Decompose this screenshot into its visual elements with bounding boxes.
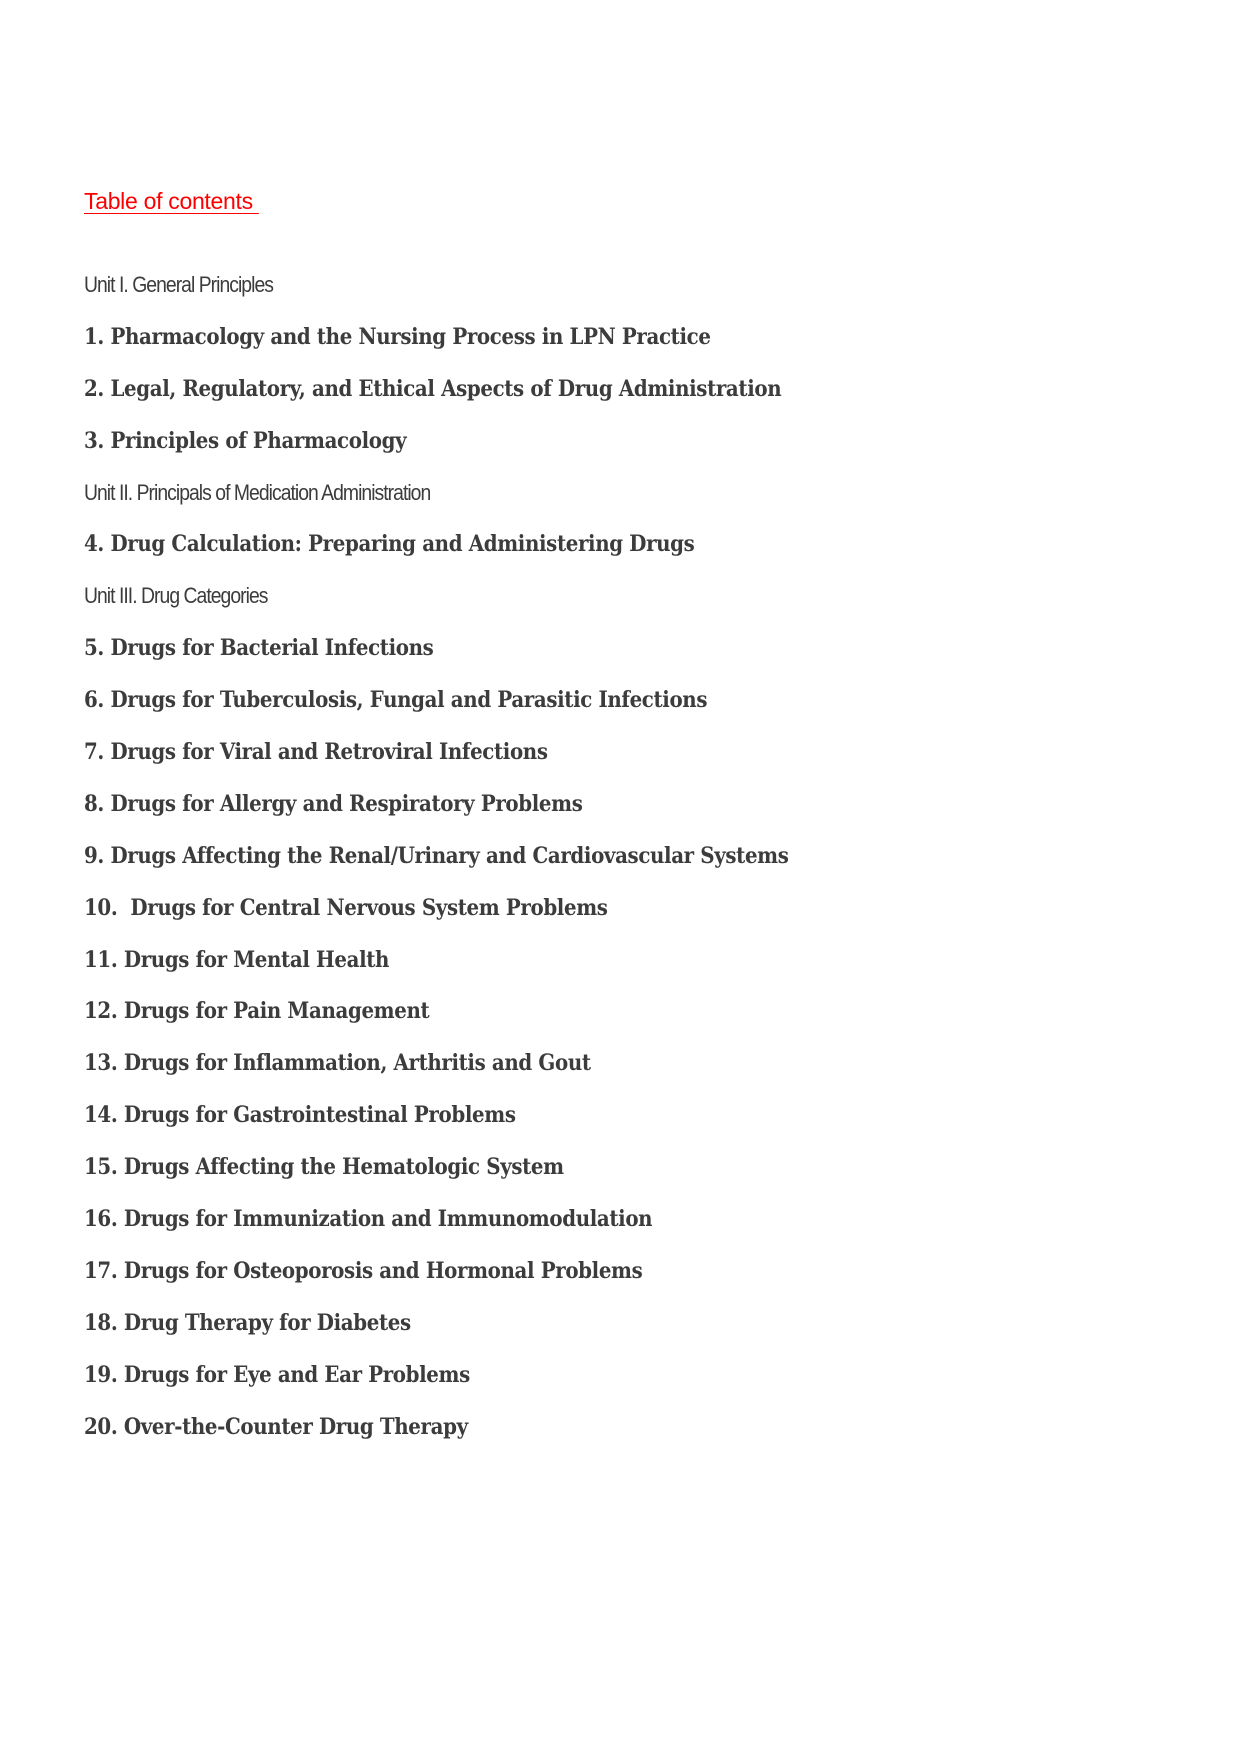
toc-entry-chapter-2[interactable] xyxy=(84,372,867,424)
toc-entry-chapter-4[interactable] xyxy=(84,527,867,579)
toc-entry-unit-1[interactable] xyxy=(84,268,867,320)
toc-entry-chapter-6[interactable] xyxy=(84,683,867,735)
toc-entry-chapter-8[interactable] xyxy=(84,787,867,839)
chapter-title: 11. Drugs for Mental Health xyxy=(84,946,390,973)
chapter-title: 14. Drugs for Gastrointestinal Problems xyxy=(84,1102,516,1129)
toc-entry-chapter-1[interactable] xyxy=(84,320,867,372)
chapter-title: 18. Drug Therapy for Diabetes xyxy=(84,1309,411,1336)
toc-entry-unit-3[interactable] xyxy=(84,579,867,631)
toc-entry-chapter-7[interactable] xyxy=(84,735,867,787)
toc-entry-chapter-13[interactable] xyxy=(84,1046,867,1098)
toc-list xyxy=(84,268,867,1461)
chapter-title: 2. Legal, Regulatory, and Ethical Aspects of Drug Administration xyxy=(84,375,782,402)
chapter-title: 12. Drugs for Pain Management xyxy=(84,998,430,1025)
unit-heading: Unit I. General Principles xyxy=(84,272,273,297)
toc-entry-unit-2[interactable] xyxy=(84,476,867,528)
unit-heading: Unit II. Principals of Medication Administration xyxy=(84,479,431,505)
unit-heading: Unit III. Drug Categories xyxy=(84,583,268,609)
chapter-title: 19. Drugs for Eye and Ear Problems xyxy=(84,1361,470,1388)
chapter-title: 7. Drugs for Viral and Retroviral Infections xyxy=(84,739,548,766)
chapter-title: 6. Drugs for Tuberculosis, Fungal and Parasitic Infections xyxy=(84,687,708,714)
chapter-title: 5. Drugs for Bacterial Infections xyxy=(84,635,434,662)
toc-entry-chapter-14[interactable] xyxy=(84,1098,867,1150)
chapter-title: 16. Drugs for Immunization and Immunomodulation xyxy=(84,1206,653,1233)
toc-entry-chapter-15[interactable] xyxy=(84,1150,867,1202)
chapter-title: 3. Principles of Pharmacology xyxy=(84,427,407,454)
chapter-title: 4. Drug Calculation: Preparing and Administering Drugs xyxy=(84,531,695,558)
chapter-title: 15. Drugs Affecting the Hematologic System xyxy=(84,1154,564,1181)
toc-entry-chapter-5[interactable] xyxy=(84,631,867,683)
toc-entry-chapter-18[interactable] xyxy=(84,1306,867,1358)
toc-title[interactable]: Table of contents xyxy=(84,188,259,214)
chapter-title: 17. Drugs for Osteoporosis and Hormonal Problems xyxy=(84,1257,643,1284)
chapter-title: 9. Drugs Affecting the Renal/Urinary and Cardiovascular Systems xyxy=(84,842,789,869)
chapter-title: 10. Drugs for Central Nervous System Problems xyxy=(84,894,608,921)
chapter-title: 13. Drugs for Inflammation, Arthritis and Gout xyxy=(84,1050,591,1077)
toc-entry-chapter-12[interactable] xyxy=(84,994,867,1046)
chapter-title: 1. Pharmacology and the Nursing Process in LPN Practice xyxy=(84,323,711,350)
chapter-title: 8. Drugs for Allergy and Respiratory Problems xyxy=(84,790,583,817)
toc-entry-chapter-17[interactable] xyxy=(84,1254,867,1306)
toc-entry-chapter-3[interactable] xyxy=(84,424,867,476)
toc-entry-chapter-11[interactable] xyxy=(84,943,867,995)
toc-entry-chapter-19[interactable] xyxy=(84,1358,867,1410)
chapter-title: 20. Over-the-Counter Drug Therapy xyxy=(84,1413,468,1440)
toc-entry-chapter-20[interactable] xyxy=(84,1410,867,1462)
toc-entry-chapter-16[interactable] xyxy=(84,1202,867,1254)
toc-entry-chapter-9[interactable] xyxy=(84,839,867,891)
toc-entry-chapter-10[interactable] xyxy=(84,891,867,943)
